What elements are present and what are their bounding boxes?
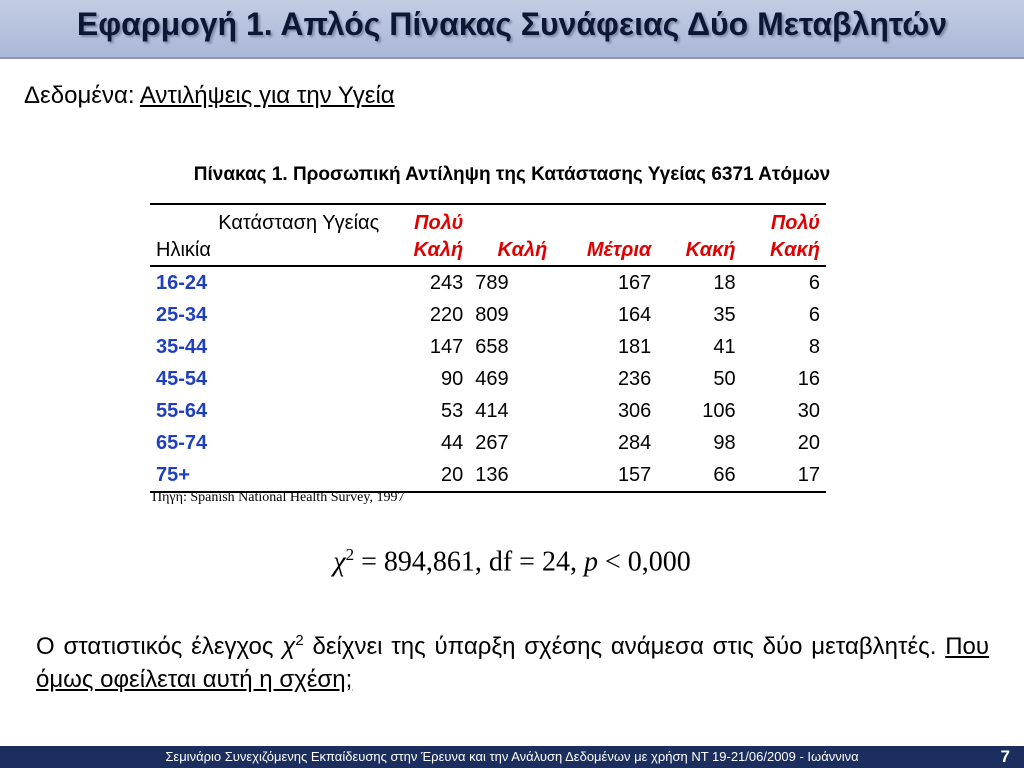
column-header: Καλή <box>385 235 469 266</box>
formula-p-value: < 0,000 <box>597 546 691 578</box>
table-cell: 306 <box>617 399 652 422</box>
formula-values: = 894,861, df = 24, <box>354 546 584 578</box>
table-row <box>150 395 826 427</box>
column-header: Κακή <box>657 235 741 266</box>
table-cell: 16 <box>797 367 820 390</box>
data-heading <box>24 82 395 110</box>
age-group-label: 55-64 <box>156 399 208 422</box>
footer-bar <box>0 746 1024 768</box>
title-bar <box>0 0 1024 59</box>
table-cell: 35 <box>713 303 736 326</box>
table-cell: 30 <box>797 399 820 422</box>
table-row <box>150 266 826 299</box>
table-cell: 284 <box>617 431 652 454</box>
chi-symbol: χ <box>333 546 346 578</box>
age-group-label: 45-54 <box>156 367 208 390</box>
column-header-line1: Πολύ <box>385 204 469 235</box>
table-row <box>150 427 826 459</box>
table-cell: 106 <box>702 399 736 422</box>
conclusion-question: Που όμως οφείλεται αυτή η σχέση; <box>36 633 989 693</box>
chi-symbol: χ <box>282 633 296 660</box>
table-cell: 6 <box>808 271 820 294</box>
conclusion-text-end: δείχνει της ύπαρξη σχέσης ανάμεσα στις δύο μεταβλητές. <box>303 633 946 660</box>
table-cell: 8 <box>808 335 820 358</box>
table-cell: 20 <box>797 431 820 454</box>
table-cell: 41 <box>713 335 736 358</box>
age-group-label: 65-74 <box>156 431 208 454</box>
table-cell: 53 <box>441 399 464 422</box>
table-cell: 167 <box>617 271 652 294</box>
column-header: Μέτρια <box>553 235 657 266</box>
table-cell: 164 <box>617 303 652 326</box>
table-cell: 50 <box>713 367 736 390</box>
table-cell: 98 <box>713 431 736 454</box>
data-heading-label: Δεδομένα: <box>24 82 135 109</box>
slide-title: Εφαρμογή 1. Απλός Πίνακας Συνάφειας Δύο Μεταβλητών <box>76 6 948 42</box>
footer-text: Σεμινάριο Συνεχιζόμενης Εκπαίδευσης στην Έρευνα και την Ανάλυση Δεδομένων με χρήση ΝΤ 19-21/06/2009 - Ιωάννινα <box>165 749 859 764</box>
table-cell: 147 <box>429 335 464 358</box>
column-header-line1 <box>553 204 657 235</box>
chi-exponent: 2 <box>295 632 304 649</box>
table-cell: 44 <box>441 431 464 454</box>
table-cell: 220 <box>429 303 464 326</box>
header-row-2 <box>150 235 826 266</box>
column-header-line1: Πολύ <box>742 204 826 235</box>
chi-exponent: 2 <box>345 545 355 564</box>
table-row <box>150 331 826 363</box>
age-group-label: 25-34 <box>156 303 208 326</box>
table-cell: 181 <box>617 335 652 358</box>
table-cell: 17 <box>797 463 820 486</box>
conclusion-text-start: Ο στατιστικός έλεγχος <box>36 633 283 660</box>
column-header: Καλή <box>469 235 553 266</box>
table-cell: 66 <box>713 463 736 486</box>
table-source: Πηγή: Spanish National Health Survey, 1997 <box>152 490 405 505</box>
contingency-table <box>150 203 826 493</box>
row-variable-label: Ηλικία <box>150 235 385 266</box>
table-cell: 136 <box>475 463 509 486</box>
age-group-label: 35-44 <box>156 335 208 358</box>
table-cell: 658 <box>475 335 509 358</box>
p-symbol: p <box>583 546 598 578</box>
age-group-label: 75+ <box>156 463 190 486</box>
table-row <box>150 363 826 395</box>
table-cell: 157 <box>617 463 652 486</box>
age-group-label: 16-24 <box>156 271 208 294</box>
column-variable-label: Κατάσταση Υγείας <box>150 204 385 235</box>
table-caption: Πίνακας 1. Προσωπική Αντίληψη της Κατάστασης Υγείας 6371 Ατόμων <box>193 164 831 185</box>
page-number: 7 <box>1000 747 1010 766</box>
header-row-1 <box>150 204 826 235</box>
table-cell: 414 <box>475 399 509 422</box>
column-header-line1 <box>469 204 553 235</box>
conclusion-paragraph <box>36 624 989 696</box>
chi-square-formula <box>0 545 1024 578</box>
table-cell: 267 <box>475 431 509 454</box>
table-cell: 789 <box>475 271 509 294</box>
table-cell: 90 <box>441 367 464 390</box>
table-cell: 243 <box>429 271 464 294</box>
table-row <box>150 459 826 492</box>
data-heading-link[interactable]: Αντιλήψεις για την Υγεία <box>139 82 395 109</box>
table-cell: 20 <box>441 463 464 486</box>
table-cell: 18 <box>713 271 736 294</box>
table-cell: 6 <box>808 303 820 326</box>
table-cell: 809 <box>475 303 509 326</box>
column-header-line1 <box>657 204 741 235</box>
column-header: Κακή <box>742 235 826 266</box>
table-cell: 236 <box>617 367 652 390</box>
table-row <box>150 299 826 331</box>
table-cell: 469 <box>475 367 509 390</box>
